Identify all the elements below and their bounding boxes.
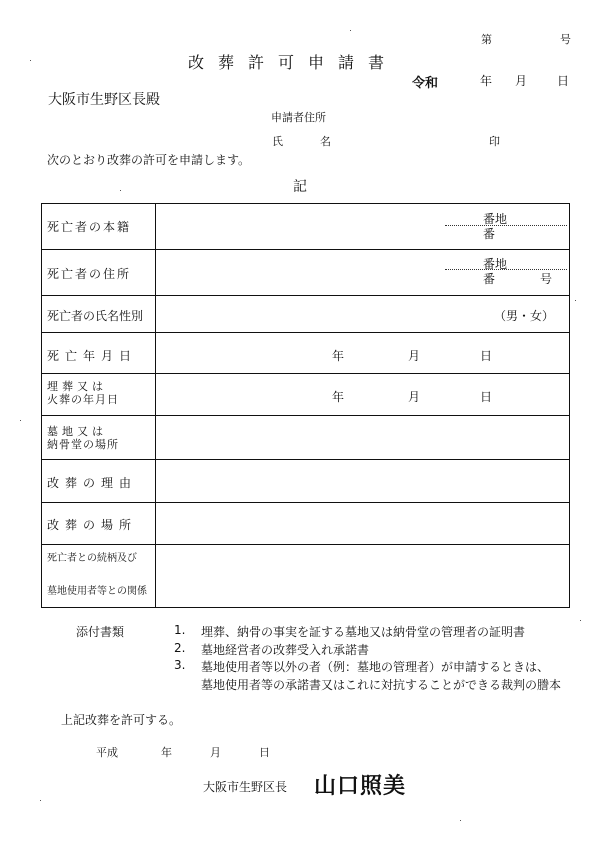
date-era-label: 令和 [412, 76, 439, 91]
row-label: 死亡者の住所 [47, 267, 132, 281]
row-relationship [42, 544, 569, 610]
scan-speck [20, 420, 21, 421]
seal-mark: 印 [489, 135, 500, 148]
year-label: 年 [332, 349, 345, 363]
ki-label: 記 [293, 179, 307, 195]
row-label: 改葬の理由 [47, 476, 138, 490]
addressee: 大阪市生野区長殿 [48, 92, 160, 108]
row-label-line1: 埋葬又は [47, 380, 107, 393]
ban-label: 番 [483, 227, 496, 241]
date-month-label: 月 [515, 74, 528, 88]
scan-speck [575, 300, 576, 301]
month-label: 月 [408, 390, 421, 404]
attachment-text: 埋葬、納骨の事実を証する墓地又は納骨堂の管理者の証明書 [201, 625, 526, 639]
attachment-num: 3. [174, 658, 186, 672]
attachment-num: 1. [174, 623, 186, 637]
day-label: 日 [480, 349, 493, 363]
banchi-label: 番地 [483, 212, 508, 226]
row-label-line1: 死亡者との続柄及び [47, 553, 137, 564]
year-label: 年 [332, 390, 345, 404]
day-label: 日 [480, 390, 493, 404]
approval-authority: 大阪市生野区長 [203, 780, 288, 794]
month-label: 月 [408, 349, 421, 363]
scan-speck [40, 800, 41, 801]
row-label-line2: 納骨堂の場所 [47, 438, 119, 451]
scan-speck [580, 620, 581, 621]
applicant-name-label-2: 名 [320, 135, 331, 148]
banchi-label: 番地 [483, 257, 508, 271]
row-burial-date [42, 373, 569, 416]
row-reburial-place [42, 502, 569, 545]
row-grave-location [42, 415, 569, 460]
approval-year: 年 [161, 746, 172, 759]
row-death-date [42, 332, 569, 374]
scan-speck [30, 60, 31, 61]
attachment-text: 墓地使用者等以外の者（例：墓地の管理者）が申請するときは、 [201, 660, 550, 674]
application-form-table [41, 203, 570, 608]
sex-options: （男・女） [494, 309, 555, 323]
attachment-text-cont: 墓地使用者等の承諾書又はこれに対抗することができる裁判の謄本 [201, 678, 562, 692]
document-title: 改葬許可申請書 [188, 53, 399, 72]
attachments-heading: 添付書類 [76, 625, 125, 639]
date-year-label: 年 [480, 74, 493, 88]
approval-text: 上記改葬を許可する。 [61, 713, 182, 727]
row-honseki [42, 204, 569, 249]
row-label-line2: 墓地使用者等との関係 [47, 586, 147, 597]
date-day-label: 日 [557, 74, 570, 88]
number-dai-label: 第 [481, 33, 492, 46]
approval-era: 平成 [96, 746, 118, 759]
row-label-line2: 火葬の年月日 [47, 393, 119, 406]
dotted-line [445, 225, 567, 226]
row-label: 死亡者の氏名性別 [47, 309, 144, 323]
row-name-sex [42, 295, 569, 333]
scan-speck [120, 190, 121, 191]
applicant-name-label-1: 氏 [272, 135, 283, 148]
scan-speck [460, 820, 461, 821]
number-go-label: 号 [560, 33, 571, 46]
row-label: 死亡年月日 [47, 349, 138, 363]
intro-text: 次のとおり改葬の許可を申請します。 [47, 153, 251, 167]
applicant-address-label: 申請者住所 [271, 111, 326, 124]
attachment-num: 2. [174, 641, 186, 655]
attachment-text: 墓地経営者の改葬受入れ承諾書 [201, 643, 370, 657]
row-reason [42, 459, 569, 503]
scan-speck [350, 30, 351, 31]
row-label: 死亡者の本籍 [47, 220, 132, 234]
row-jusho [42, 249, 569, 296]
go-label: 号 [540, 272, 553, 286]
row-label-line1: 墓地又は [47, 425, 107, 438]
row-label: 改葬の場所 [47, 518, 138, 532]
approval-month: 月 [210, 746, 221, 759]
signature-name: 山口照美 [314, 773, 407, 799]
ban-label: 番 [483, 272, 496, 286]
approval-day: 日 [259, 746, 270, 759]
